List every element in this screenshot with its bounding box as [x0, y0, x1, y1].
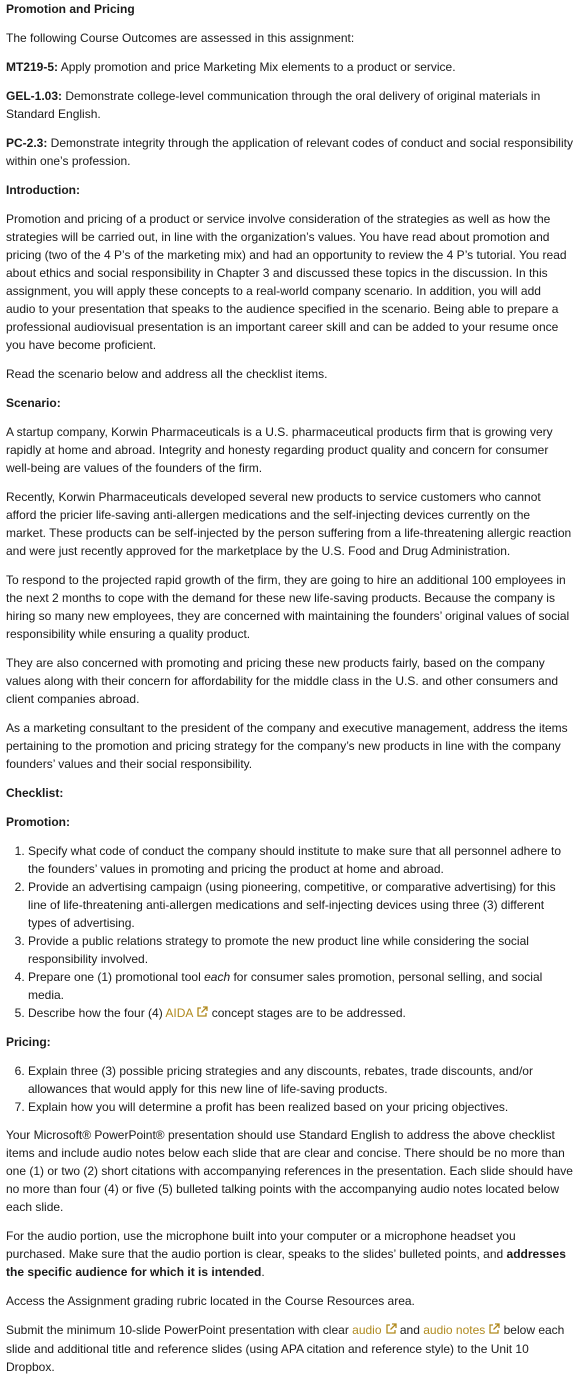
outcomes-intro: The following Course Outcomes are assessed in this assignment: — [6, 31, 355, 45]
scenario-heading: Scenario: — [6, 396, 61, 410]
list-item: 7. Explain how you will determine a profit has been realized based on your pricing objectives. — [28, 1098, 573, 1116]
paragraph-text: Submit the minimum 10-slide PowerPoint presentation with clear — [6, 1323, 353, 1337]
external-link-icon[interactable] — [488, 1322, 500, 1340]
outcome-code: MT219-5: — [6, 60, 59, 74]
list-item — [28, 968, 573, 1004]
scenario-paragraph: Recently, Korwin Pharmaceuticals developed several new products to service customers who cannot afford the pricier life-saving anti-allergen medications and the self-injecting devices currently on the market. These products can be self-injected by the person suffering from a life-threatening allergic reaction and were just recently approved for the marketplace by the U.S. Food and Drug Administration. — [6, 490, 572, 558]
scenario-paragraph: A startup company, Korwin Pharmaceuticals is a U.S. pharmaceutical products firm that is growing very rapidly at home and abroad. Integrity and honesty regarding product quality and concern for consumer well-being are values of the founders of the firm. — [6, 425, 553, 475]
paragraph-text: below each slide and additional title and reference slides (using APA citation and reference style) to the Unit 10 Dropbox. — [6, 1323, 565, 1374]
item-text: Describe how the four (4) — [28, 1006, 166, 1020]
audio-notes-link[interactable]: audio notes — [423, 1323, 486, 1337]
checklist-heading: Checklist: — [6, 786, 64, 800]
audio-paragraph — [6, 1227, 573, 1281]
item-text: for consumer sales promotion, personal selling, and social media. — [28, 970, 543, 1002]
outcome-text: Demonstrate college-level communication through the oral delivery of original materials in Standard English. — [6, 89, 541, 121]
item-text: Prepare one (1) promotional tool — [28, 970, 205, 984]
powerpoint-paragraph: Your Microsoft® PowerPoint® presentation should use Standard English to address the above checklist items and include audio notes below each slide that are clear and concise. There should be no more than one (1) or two (2) short citations with accompanying references in the presentation. Each slide should have no more than four (4) or five (5) bulleted talking points with the accompanying audio notes located below each slide. — [6, 1128, 573, 1214]
outcome-pc — [6, 134, 573, 170]
list-item: 2. Provide an advertising campaign (using pioneering, competitive, or comparative advertising) for this line of life-threatening anti-allergen medications and self-injecting devices using three (3) different types of advertising. — [28, 878, 573, 932]
introduction-heading: Introduction: — [6, 183, 80, 197]
external-link-icon[interactable] — [385, 1322, 397, 1340]
outcome-mt219 — [6, 58, 573, 76]
paragraph-text: . — [261, 1265, 265, 1279]
promotion-list — [6, 842, 573, 1023]
scenario-paragraph: They are also concerned with promoting and pricing these new products fairly, based on the company values along with their concern for affordability for the middle class in the U.S. and other consumers and client companies abroad. — [6, 656, 559, 706]
page-title: Promotion and Pricing — [6, 2, 135, 16]
outcome-text: Demonstrate integrity through the application of relevant codes of conduct and social responsibility within one’s profession. — [6, 136, 573, 168]
paragraph-text: For the audio portion, use the microphone built into your computer or a microphone headset you purchased. Make sure that the audio portion is clear, speaks to the slides’ bulleted points, and — [6, 1229, 516, 1261]
pricing-heading: Pricing: — [6, 1035, 51, 1049]
introduction-paragraph: Promotion and pricing of a product or service involve consideration of the strategies as well as how the strategies will be carried out, in line with the organization’s values. You have read about promotion and pricing (two of the 4 P’s of the marketing mix) and had an opportunity to review the 4 P’s tutorial. You read about ethics and social responsibility in Chapter 3 and discussed these topics in the discussion. In this assignment, you will apply these concepts to a real-world company scenario. In addition, you will add audio to your presentation that speaks to the audience specified in the scenario. Being able to prepare a professional audiovisual presentation is an important career skill and can be added to your resume once you have become proficient. — [6, 212, 567, 352]
promotion-heading: Promotion: — [6, 815, 70, 829]
paragraph-text: and — [396, 1323, 424, 1337]
introduction-instruction: Read the scenario below and address all the checklist items. — [6, 367, 328, 381]
outcome-gel — [6, 87, 573, 123]
list-item — [28, 1004, 573, 1023]
outcome-code: PC-2.3: — [6, 136, 48, 150]
item-text: concept stages are to be addressed. — [208, 1006, 406, 1020]
audience-emphasis: addresses the specific audience for which it is intended — [6, 1247, 566, 1279]
pricing-list — [6, 1062, 573, 1116]
list-item: 1. Specify what code of conduct the company should institute to make sure that all personnel adhere to the founders’ values in promoting and pricing the product at home and abroad. — [28, 842, 573, 878]
submit-paragraph — [6, 1321, 573, 1376]
list-item: 6. Explain three (3) possible pricing strategies and any discounts, rebates, trade discounts, and/or allowances that would apply for this new line of life-saving products. — [28, 1062, 573, 1098]
external-link-icon[interactable] — [196, 1005, 208, 1023]
scenario-paragraph: As a marketing consultant to the president of the company and executive management, address the items pertaining to the promotion and pricing strategy for the company’s new products in line with the company founders’ values and their social responsibility. — [6, 721, 568, 771]
outcome-text: Apply promotion and price Marketing Mix elements to a product or service. — [58, 60, 456, 74]
scenario-paragraph: To respond to the projected rapid growth of the firm, they are going to hire an additional 100 employees in the next 2 months to cope with the demand for these new life-saving products. Because the company is hiring so many new employees, they are concerned with maintaining the founders’ original values of social responsibility while ensuring a quality product. — [6, 573, 570, 641]
outcome-code: GEL-1.03: — [6, 89, 63, 103]
list-item: 3. Provide a public relations strategy to promote the new product line while considering the social responsibility involved. — [28, 932, 573, 968]
rubric-paragraph: Access the Assignment grading rubric located in the Course Resources area. — [6, 1294, 415, 1308]
aida-link[interactable]: AIDA — [165, 1006, 194, 1020]
item-emphasis: each — [204, 970, 231, 984]
audio-link[interactable]: audio — [352, 1323, 382, 1337]
